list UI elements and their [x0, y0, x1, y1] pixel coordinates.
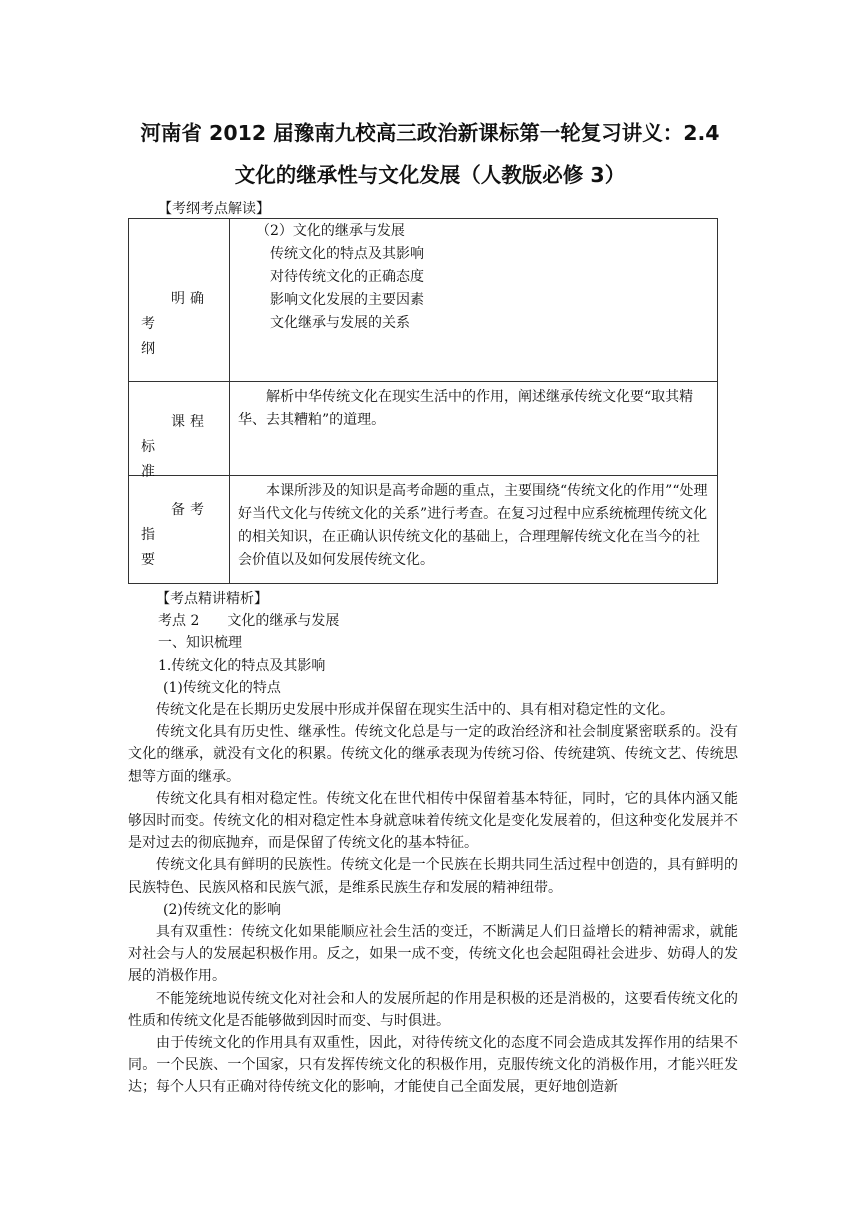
body-paragraph: 由于传统文化的作用具有双重性，因此，对待传统文化的态度不同会造成其发挥作用的结果不同。一个民族、一个国家，只有发挥传统文化的积极作用，克服传统文化的消极作用，才能兴旺发达；每个人只有正确对待传统文化的影响，才能使自己全面发展，更好地创造新 [128, 1035, 738, 1096]
row-content-text: 本课所涉及的知识是高考命题的重点，主要围绕“传统文化的作用”“处理好当代文化与传统文化的关系”进行考查。在复习过程中应系统梳理传统文化的相关知识，在正确认识传统文化的基础上，合理理解传统文化在当今的社会价值以及如何发展传统文化。 [238, 483, 708, 568]
document-title-line-2: 文化的继承性与文化发展（人教版必修 3） [234, 163, 626, 187]
outline-item: 对待传统文化的正确态度 [270, 269, 424, 285]
outline-item: 文化继承与发展的关系 [270, 315, 410, 331]
row-label-line1: 课程标 [141, 414, 209, 455]
outline-item: 影响文化发展的主要因素 [270, 292, 424, 308]
table-row [129, 476, 718, 584]
row-content-cell [230, 476, 718, 584]
sub-heading: (2)传统文化的影响 [163, 901, 281, 918]
table-row [129, 219, 718, 382]
main-body [128, 588, 738, 1099]
body-paragraph: 具有双重性：传统文化如果能顺应社会生活的变迁，不断满足人们日益增长的精神需求，就能对社会与人的发展起积极作用。反之，如果一成不变，传统文化也会起阻碍社会进步、妨碍人的发展的消极作用。 [128, 924, 738, 985]
outline-item: 传统文化的特点及其影响 [270, 246, 424, 262]
kaodian-heading: 考点 2 文化的继承与发展 [158, 613, 340, 630]
body-paragraph: 传统文化具有鲜明的民族性。传统文化是一个民族在长期共同生活过程中创造的，具有鲜明的民族特色、民族风格和民族气派，是维系民族生存和发展的精神纽带。 [128, 857, 738, 896]
row-label-cell [129, 382, 230, 480]
outline-item: （2）文化的继承与发展 [256, 223, 405, 239]
row-label-cell [129, 476, 230, 584]
body-paragraph: 传统文化具有历史性、继承性。传统文化总是与一定的政治经济和社会制度紧密联系的。没有文化的继承，就没有文化的积累。传统文化的继承表现为传统习俗、传统建筑、传统文艺、传统思想等方面的继承。 [128, 724, 738, 785]
part-heading: 一、知识梳理 [158, 635, 242, 652]
sub-heading: (1)传统文化的特点 [163, 679, 281, 696]
row-label-line2: 准 [141, 464, 160, 480]
row-content-text: 解析中华传统文化在现实生活中的作用，阐述继承传统文化要“取其精华、去其糟粕”的道理。 [238, 389, 694, 428]
document-title-line-1: 河南省 2012 届豫南九校高三政治新课标第一轮复习讲义：2.4 [140, 121, 720, 145]
outline-table [128, 218, 718, 584]
row-label-line1: 备考指 [141, 502, 209, 543]
item-heading: 1.传统文化的特点及其影响 [158, 657, 326, 674]
section-heading: 【考点精讲精析】 [156, 591, 268, 607]
body-paragraph: 传统文化具有相对稳定性。传统文化在世代相传中保留着基本特征，同时，它的具体内涵又能够因时而变。传统文化的相对稳定性本身就意味着传统文化是变化发展着的，但这种变化发展并不是对过去的彻底抛弃，而是保留了传统文化的基本特征。 [128, 790, 738, 852]
outline-heading: 【考纲考点解读】 [158, 201, 270, 217]
row-label-line2: 要 [141, 552, 160, 568]
row-label-cell [129, 219, 230, 382]
row-label-line2: 纲 [141, 341, 160, 357]
row-content-cell [230, 219, 718, 382]
table-row [129, 382, 718, 476]
body-paragraph: 传统文化是在长期历史发展中形成并保留在现实生活中的、具有相对稳定性的文化。 [156, 702, 674, 719]
row-label-line1: 明确考 [141, 291, 209, 332]
row-content-cell [230, 382, 718, 476]
body-paragraph: 不能笼统地说传统文化对社会和人的发展所起的作用是积极的还是消极的，这要看传统文化的性质和传统文化是否能够做到因时而变、与时俱进。 [128, 990, 738, 1029]
